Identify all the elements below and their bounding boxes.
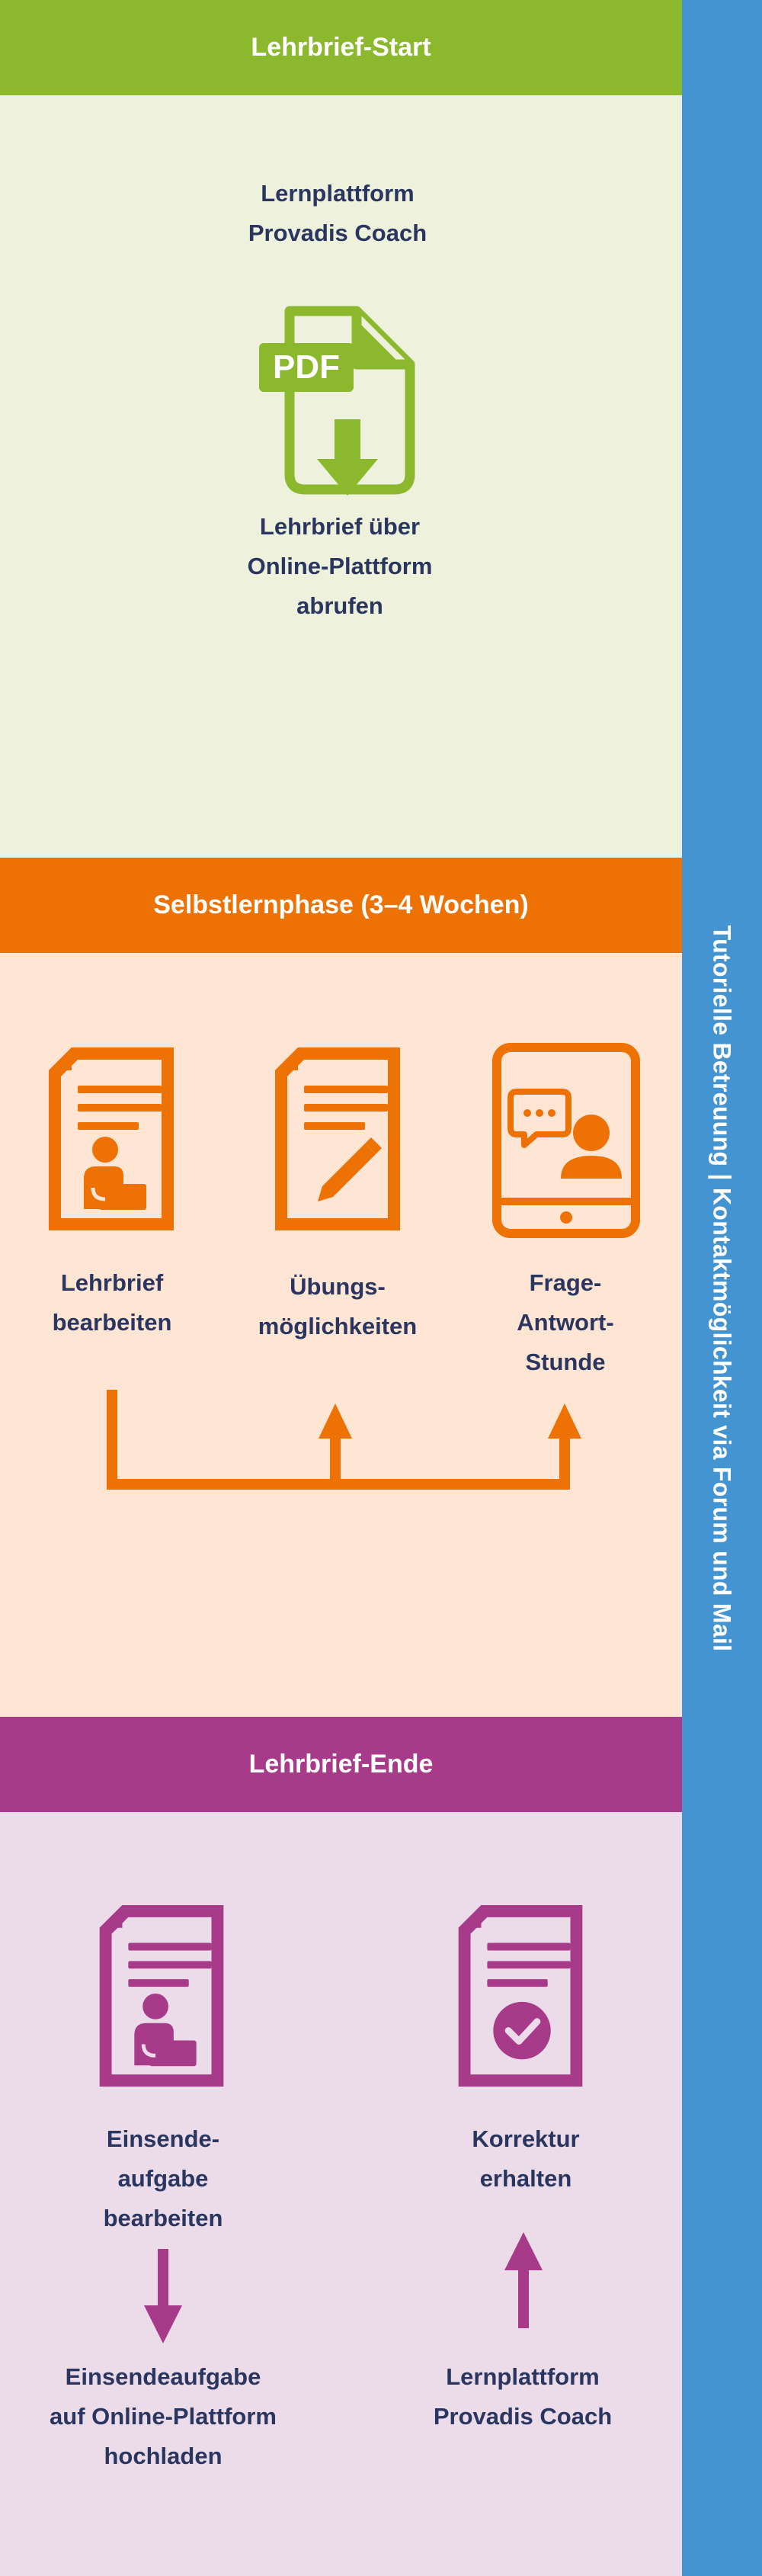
- pdf-label: PDF: [273, 348, 340, 386]
- arrow-up-icon: [504, 2231, 543, 2328]
- tutorial-support-sidebar: [682, 0, 762, 2576]
- pdf-download-icon: [259, 305, 419, 503]
- arrow-up-icon: [548, 1403, 581, 1439]
- tablet-chat-icon: [492, 1043, 640, 1238]
- end-section-header: [0, 1717, 682, 1812]
- document-pencil-icon: [271, 1043, 408, 1235]
- self-study-item2-label: Übungs- möglichkeiten: [258, 1273, 418, 1339]
- end-left-label: Einsende- aufgabe bearbeiten: [103, 2125, 223, 2231]
- document-person-icon: [44, 1043, 181, 1235]
- end-left-bottom-label: Einsendeaufgabe auf Online-Plattform hochladen: [50, 2363, 277, 2469]
- start-section-header: [0, 0, 682, 95]
- start-platform-label: Lernplattform Provadis Coach: [248, 180, 427, 246]
- arrow-up-icon: [319, 1403, 352, 1439]
- self-study-section-title: Selbstlernphase (3–4 Wochen): [153, 890, 529, 919]
- start-download-label: Lehrbrief über Online-Plattform abrufen: [247, 513, 433, 619]
- start-section-title: Lehrbrief-Start: [251, 33, 431, 62]
- sidebar-text: Tutorielle Betreuung | Kontaktmöglichkeit via Forum und Mail: [708, 925, 736, 1652]
- end-right-label: Korrektur erhalten: [472, 2125, 580, 2192]
- self-study-item3-label: Frage- Antwort- Stunde: [517, 1269, 614, 1375]
- document-check-icon: [453, 1901, 591, 2091]
- end-section-title: Lehrbrief-Ende: [248, 1750, 434, 1779]
- self-study-flow-connector: [0, 1384, 682, 1498]
- end-right-bottom-label: Lernplattform Provadis Coach: [433, 2363, 613, 2430]
- self-study-item1-label: Lehrbrief bearbeiten: [52, 1269, 172, 1336]
- document-person-icon: [94, 1901, 232, 2091]
- self-study-section-header: [0, 858, 682, 953]
- arrow-down-icon: [144, 2249, 182, 2345]
